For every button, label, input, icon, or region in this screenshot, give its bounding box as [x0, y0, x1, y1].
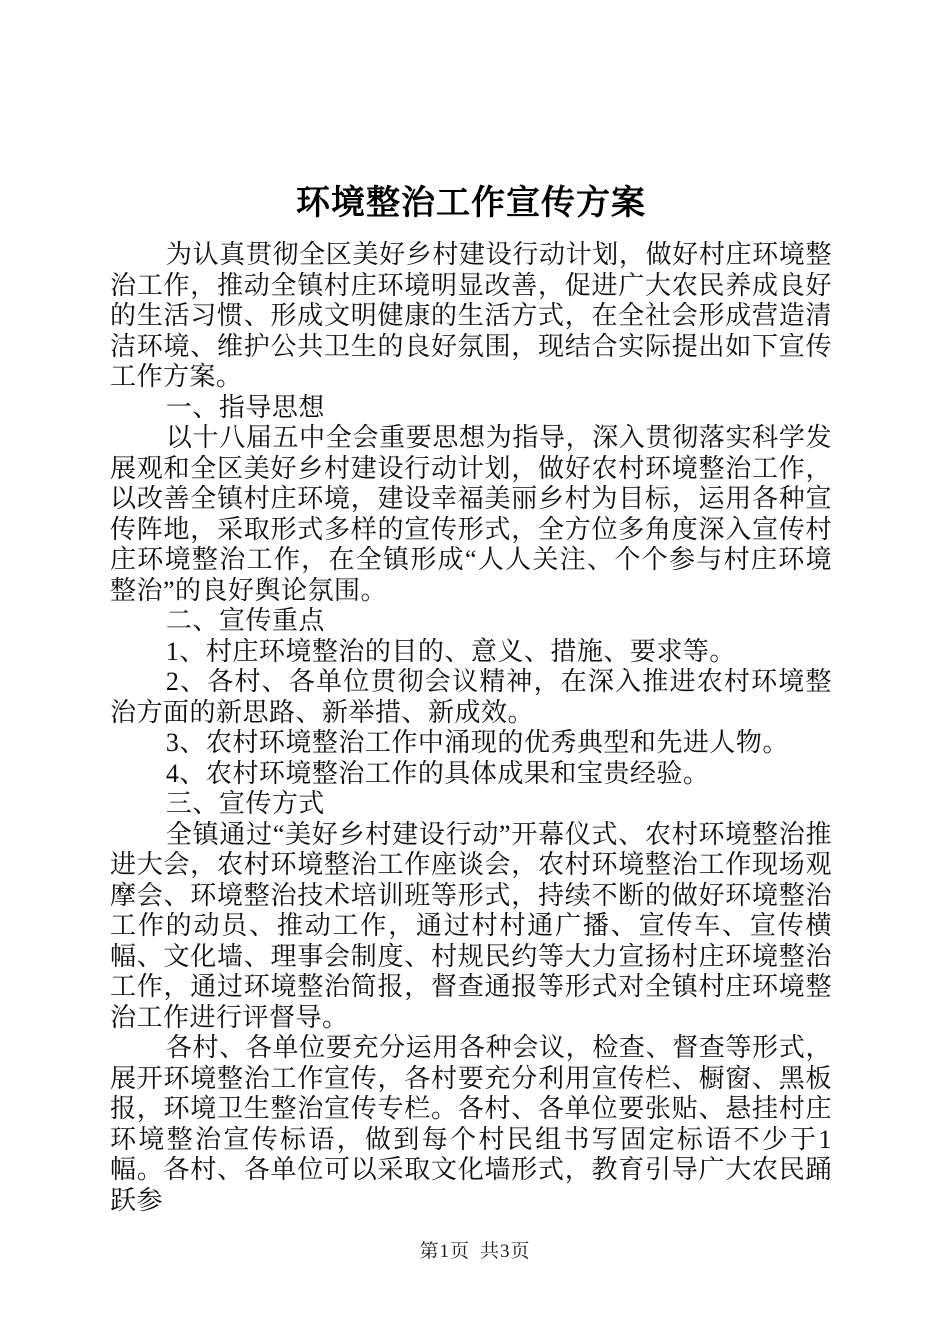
- page-footer: [0, 1240, 950, 1264]
- page-number-current: 第1页: [419, 1241, 470, 1262]
- heading-section-1-guiding-ideology: 一、指导思想: [165, 392, 325, 422]
- heading-section-3-publicity-methods: 三、宣传方式: [165, 789, 325, 818]
- paragraph-intro: 为认真贯彻全区美好乡村建设行动计划，做好村庄环境整治工作，推动全镇村庄环境明显改善，促进广大农民养成良好的生活习惯、形成文明健康的生活方式，在全社会形成营造清洁环境、维护公共卫生的良好氛围，现结合实际提出如下宣传工作方案。: [110, 240, 832, 391]
- paragraph-publicity-methods: 全镇通过“美好乡村建设行动”开幕仪式、农村环境整治推进大会，农村环境整治工作座谈会，农村环境整治工作现场观摩会、环境整治技术培训班等形式，持续不断的做好环境整治工作的动员、推动工作，通过村村通广播、宣传车、宣传横幅、文化墙、理事会制度、村规民约等大力宣扬村庄环境整治工作，通过环境整治简报，督查通报等形式对全镇村庄环境整治工作进行评督导。: [110, 819, 832, 1032]
- list-item-4: 4、农村环境整治工作的具体成果和宝贵经验。: [165, 758, 710, 788]
- document-title: 环境整治工作宣传方案: [296, 185, 646, 222]
- list-item-2: 2、各村、各单位贯彻会议精神，在深入推进农村环境整治方面的新思路、新举措、新成效。: [110, 667, 832, 727]
- page-number-total: 共3页: [480, 1241, 531, 1262]
- paragraph-village-requirements: 各村、各单位要充分运用各种会议，检查、督查等形式，展开环境整治工作宣传，各村要充分利用宣传栏、橱窗、黑板报，环境卫生整治宣传专栏。各村、各单位要张贴、悬挂村庄环境整治宣传标语，做到每个村民组书写固定标语不少于1幅。各村、各单位可以采取文化墙形式，教育引导广大农民踊跃参: [110, 1033, 832, 1215]
- list-item-3: 3、农村环境整治工作中涌现的优秀典型和先进人物。: [165, 728, 789, 757]
- heading-section-2-publicity-focus: 二、宣传重点: [165, 606, 325, 635]
- paragraph-guiding-ideology: 以十八届五中全会重要思想为指导，深入贯彻落实科学发展观和全区美好乡村建设行动计划，做好农村环境整治工作，以改善全镇村庄环境，建设幸福美丽乡村为目标，运用各种宣传阵地，采取形式多样的宣传形式，全方位多角度深入宣传村庄环境整治工作，在全镇形成“人人关注、个个参与村庄环境整治”的良好舆论氛围。: [110, 423, 832, 605]
- document-content: [110, 183, 832, 1216]
- list-item-1: 1、村庄环境整治的目的、意义、措施、要求等。: [165, 636, 736, 666]
